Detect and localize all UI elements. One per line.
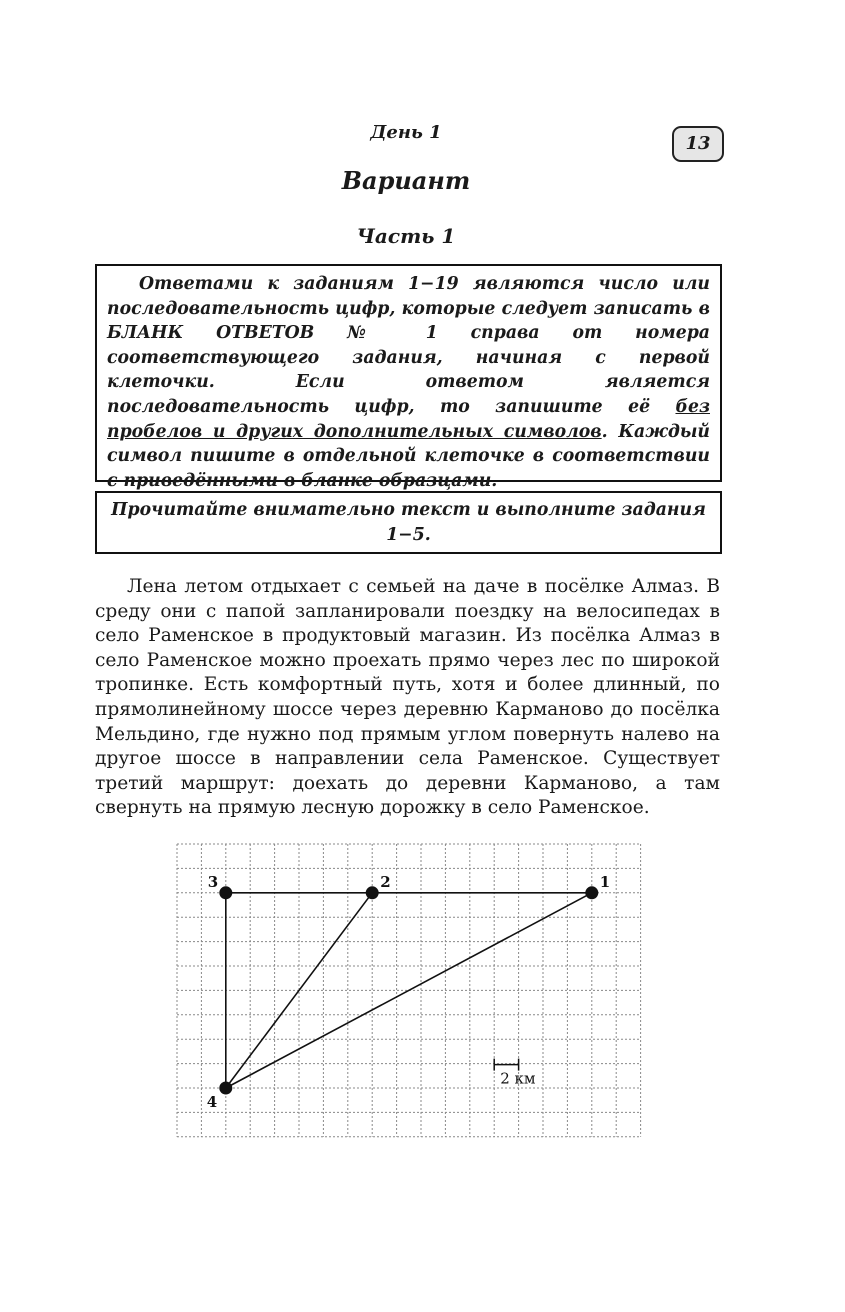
read-instruction-box xyxy=(95,491,722,554)
map-point-labels xyxy=(207,873,610,1111)
instructions-box xyxy=(95,264,722,491)
scale-label: 2 км xyxy=(500,1069,536,1088)
point-label-1: 1 xyxy=(599,872,611,891)
map-roads xyxy=(226,893,592,1088)
point-label-3: 3 xyxy=(207,872,219,891)
road-1-4 xyxy=(226,893,592,1088)
point-2 xyxy=(366,886,379,899)
map-scale xyxy=(494,1059,536,1088)
instructions-text-end: . Каждый символ пишите в отдельной клеточке в соответствии с приведёнными в бланке образцами. xyxy=(107,421,710,491)
point-1 xyxy=(585,886,598,899)
point-4 xyxy=(219,1082,232,1095)
page-number-badge: 13 xyxy=(672,126,724,162)
read-instruction-text: Прочитайте внимательно текст и выполните задания 1−5. xyxy=(111,500,706,545)
day-label: День 1 xyxy=(370,122,442,143)
part-title: Часть 1 xyxy=(356,224,456,248)
instructions-text xyxy=(107,272,710,493)
point-label-2: 2 xyxy=(380,872,391,891)
variant-title: Вариант xyxy=(341,166,471,195)
story-paragraph: Лена летом отдыхает с семьей на даче в посёлке Алмаз. В среду они с папой запланировали поездку на велосипедах в село Раменское в продуктовый магазин. Из посёлка Алмаз в село Раменское можно проехать прямо через лес по широкой тропинке. Есть комфортный путь, хотя и более длинный, по прямолинейному шоссе через деревню Карманово до посёлка Мельдино, где нужно под прямым углом повернуть налево на другое шоссе в направлении села Раменское. Существует третий маршрут: доехать до деревни Карманово, а там свернуть на прямую лесную дорожку в село Раменское. xyxy=(95,576,720,819)
point-3 xyxy=(219,886,232,899)
route-map xyxy=(175,842,642,1138)
point-label-4: 4 xyxy=(206,1093,218,1111)
instructions-text-start: Ответами к заданиям 1−19 являются число или последовательность цифр, которые следует записать в БЛАНК ОТВЕТОВ № 1 справа от номера соответствующего задания, начиная с первой клеточки. Если ответом является последовательность цифр, то запишите её xyxy=(107,274,710,417)
instructions-underlined-text: без пробелов и других дополнительных символов xyxy=(107,396,710,442)
